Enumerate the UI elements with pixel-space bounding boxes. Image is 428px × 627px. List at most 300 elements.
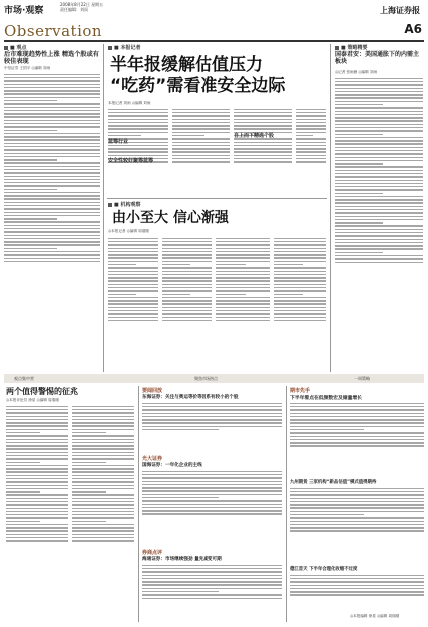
text-line	[216, 280, 270, 281]
bottom-right-sub-1: 九州期货 三家机构“新品估值”模式值得期待	[290, 480, 377, 485]
text-line	[290, 439, 424, 440]
text-line	[6, 540, 68, 541]
text-line	[234, 151, 292, 152]
text-line	[6, 527, 68, 528]
text-line	[335, 232, 423, 233]
text-line	[296, 112, 326, 113]
text-line	[4, 103, 100, 104]
text-line	[234, 142, 292, 143]
text-line	[335, 150, 423, 151]
text-line	[335, 225, 423, 226]
text-line	[162, 244, 212, 245]
bottom-right-body-2	[290, 486, 424, 562]
text-line	[142, 409, 282, 410]
text-line	[335, 81, 423, 82]
text-line	[234, 161, 292, 162]
text-line	[6, 419, 68, 420]
text-line	[6, 445, 68, 446]
text-line	[335, 262, 423, 263]
text-line	[142, 477, 282, 478]
text-line	[4, 169, 100, 170]
text-line	[72, 511, 134, 512]
text-line	[6, 517, 68, 518]
text-line	[4, 146, 100, 147]
text-line	[4, 235, 100, 236]
left-headline: 后市难现趋势性上涨 精选个股或有较佳表现	[4, 51, 99, 66]
text-line	[216, 264, 246, 265]
text-line	[142, 500, 282, 501]
text-line	[6, 481, 68, 482]
masthead-rule	[4, 40, 424, 42]
text-line	[290, 581, 424, 582]
text-line	[290, 585, 424, 586]
text-line	[274, 251, 326, 252]
text-line	[4, 90, 100, 91]
text-line	[296, 135, 313, 136]
text-line	[216, 241, 270, 242]
bottom-mid-body-2	[142, 469, 282, 545]
text-line	[4, 130, 57, 131]
text-line	[172, 112, 230, 113]
text-line	[290, 442, 424, 443]
text-line	[4, 97, 100, 98]
left-body-text	[4, 72, 100, 370]
footer-item-1: 观点集中营	[14, 376, 34, 381]
main-body-col-2	[172, 107, 230, 195]
text-line	[108, 261, 158, 262]
text-line	[142, 481, 282, 482]
text-line	[335, 117, 423, 118]
text-line	[4, 113, 100, 114]
text-line	[296, 138, 326, 139]
text-line	[234, 125, 292, 126]
text-line	[72, 406, 134, 407]
text-line	[4, 228, 100, 229]
text-line	[4, 241, 100, 242]
main-headline-1: 半年报缓解估值压力	[110, 55, 263, 75]
bottom-left-body-1	[6, 404, 68, 622]
text-line	[274, 320, 326, 321]
text-line	[162, 267, 212, 268]
text-line	[234, 155, 292, 156]
text-line	[234, 119, 292, 120]
bottom-mid-body-3	[142, 563, 282, 621]
text-line	[142, 581, 282, 582]
text-line	[296, 122, 326, 123]
text-line	[162, 320, 212, 321]
text-line	[4, 110, 100, 111]
text-line	[72, 429, 134, 430]
bottom-left-body-2	[72, 404, 134, 622]
text-line	[4, 153, 100, 154]
text-line	[335, 78, 423, 79]
text-line	[6, 462, 40, 463]
text-line	[335, 166, 423, 167]
text-line	[296, 132, 326, 133]
text-line	[72, 485, 134, 486]
text-line	[274, 277, 326, 278]
text-line	[4, 100, 57, 101]
text-line	[4, 159, 57, 160]
column-divider	[286, 386, 287, 622]
text-line	[4, 251, 100, 252]
text-line	[335, 111, 423, 112]
text-line	[172, 128, 230, 129]
text-line	[142, 565, 282, 566]
text-line	[162, 254, 212, 255]
text-line	[108, 148, 168, 149]
text-line	[4, 156, 100, 157]
text-line	[72, 534, 134, 535]
text-line	[335, 206, 423, 207]
text-line	[216, 271, 270, 272]
text-line	[335, 245, 423, 246]
text-line	[216, 290, 270, 291]
text-line	[335, 91, 423, 92]
text-line	[216, 274, 270, 275]
text-line	[335, 107, 423, 108]
text-line	[335, 180, 423, 181]
column-divider	[103, 44, 104, 372]
text-line	[108, 119, 168, 120]
text-line	[172, 145, 230, 146]
text-line	[162, 271, 212, 272]
text-line	[108, 290, 158, 291]
text-line	[296, 142, 326, 143]
text-line	[274, 287, 326, 288]
column-divider	[330, 44, 331, 372]
text-line	[142, 591, 219, 592]
text-line	[274, 307, 326, 308]
text-line	[335, 193, 383, 194]
text-line	[108, 300, 158, 301]
text-line	[72, 540, 134, 541]
text-line	[216, 310, 270, 311]
text-line	[216, 257, 270, 258]
text-line	[274, 317, 326, 318]
text-line	[234, 122, 292, 123]
text-line	[172, 158, 230, 159]
bottom-right-sub-2: 德江首天 下半年合理化收缩不过度	[290, 567, 358, 572]
text-line	[216, 300, 270, 301]
text-line	[335, 84, 423, 85]
text-line	[6, 425, 68, 426]
text-line	[274, 284, 326, 285]
text-line	[172, 122, 230, 123]
mid-body-col-4	[274, 236, 326, 370]
text-line	[142, 507, 282, 508]
main-body-col-1	[108, 107, 168, 195]
left-kicker: ■ 观点	[4, 44, 26, 51]
text-line	[108, 145, 168, 146]
text-line	[290, 591, 424, 592]
text-line	[108, 241, 158, 242]
text-line	[72, 527, 134, 528]
text-line	[142, 494, 282, 495]
text-line	[274, 248, 326, 249]
text-line	[335, 186, 423, 187]
text-line	[172, 138, 230, 139]
text-line	[172, 161, 230, 162]
text-line	[162, 280, 212, 281]
text-line	[162, 290, 212, 291]
text-line	[72, 435, 134, 436]
text-line	[4, 218, 57, 219]
text-line	[290, 403, 424, 404]
text-line	[142, 594, 282, 595]
text-line	[162, 297, 212, 298]
text-line	[6, 416, 68, 417]
text-line	[4, 254, 100, 255]
bottom-right-kicker: 期市先手	[290, 388, 311, 394]
text-line	[142, 429, 219, 430]
text-line	[335, 104, 383, 105]
bottom-left-byline: ◎本报评论员 徐星 ◎编辑 周瑞刚	[6, 398, 59, 402]
text-line	[6, 448, 68, 449]
text-line	[335, 143, 423, 144]
text-line	[4, 248, 57, 249]
text-line	[142, 578, 282, 579]
text-line	[335, 199, 423, 200]
text-line	[72, 416, 134, 417]
text-line	[108, 244, 158, 245]
text-line	[296, 119, 326, 120]
text-line	[290, 588, 424, 589]
bottom-mid-kicker: 要闻回放	[142, 388, 163, 394]
text-line	[290, 416, 424, 417]
text-line	[335, 209, 423, 210]
text-line	[4, 84, 100, 85]
text-line	[335, 157, 423, 158]
text-line	[72, 537, 134, 538]
text-line	[72, 425, 134, 426]
text-line	[274, 271, 326, 272]
text-line	[290, 488, 424, 489]
text-line	[142, 487, 282, 488]
text-line	[290, 426, 424, 427]
text-line	[72, 521, 106, 522]
text-line	[6, 498, 68, 499]
text-line	[6, 409, 68, 410]
text-line	[290, 432, 424, 433]
text-line	[4, 198, 100, 199]
text-line	[142, 571, 282, 572]
text-line	[335, 176, 423, 177]
text-line	[290, 575, 424, 576]
text-line	[4, 221, 100, 222]
bottom-left-headline: 两个值得警惕的征兆	[6, 387, 78, 396]
text-line	[162, 274, 212, 275]
text-line	[335, 101, 423, 102]
text-line	[216, 307, 270, 308]
text-line	[108, 248, 158, 249]
text-line	[335, 124, 423, 125]
text-line	[142, 584, 282, 585]
text-line	[335, 229, 423, 230]
text-line	[216, 294, 246, 295]
text-line	[290, 422, 424, 423]
text-line	[4, 205, 100, 206]
text-line	[108, 238, 158, 239]
text-line	[108, 128, 168, 129]
text-line	[6, 455, 68, 456]
text-line	[335, 163, 383, 164]
main-subhead-1: 蓝筹行业	[108, 139, 129, 145]
text-line	[234, 128, 292, 129]
text-line	[6, 468, 68, 469]
text-line	[108, 277, 158, 278]
text-line	[216, 277, 270, 278]
text-line	[216, 244, 270, 245]
text-line	[290, 445, 424, 446]
text-line	[290, 436, 424, 437]
text-line	[172, 155, 230, 156]
mid-kicker: ■ 机构观察	[108, 201, 140, 208]
text-line	[72, 478, 134, 479]
text-line	[6, 511, 68, 512]
text-line	[142, 598, 282, 599]
text-line	[108, 267, 158, 268]
text-line	[108, 254, 158, 255]
text-line	[162, 310, 212, 311]
column-divider	[138, 386, 139, 622]
text-line	[296, 161, 326, 162]
text-line	[162, 241, 212, 242]
text-line	[4, 166, 100, 167]
text-line	[4, 261, 100, 262]
text-line	[6, 514, 68, 515]
text-line	[4, 162, 100, 163]
text-line	[274, 261, 326, 262]
text-line	[335, 88, 423, 89]
text-line	[172, 135, 204, 136]
text-line	[162, 238, 212, 239]
text-line	[335, 137, 423, 138]
text-line	[335, 219, 423, 220]
text-line	[6, 439, 68, 440]
text-line	[172, 119, 230, 120]
text-line	[172, 109, 230, 110]
text-line	[335, 114, 423, 115]
right-byline: ◎记者 张雨薇 ◎编辑 刘雨	[335, 70, 378, 74]
text-line	[72, 462, 106, 463]
text-line	[234, 158, 292, 159]
mid-body-col-2	[162, 236, 212, 370]
text-line	[4, 107, 100, 108]
text-line	[72, 508, 134, 509]
text-line	[6, 458, 68, 459]
text-line	[162, 257, 212, 258]
text-line	[274, 303, 326, 304]
text-line	[172, 148, 230, 149]
text-line	[296, 148, 326, 149]
bottom-mid-item-5: 海通证券：市场继续强劲 量先减变可期	[142, 557, 222, 562]
text-line	[290, 530, 424, 531]
text-line	[6, 475, 68, 476]
text-line	[142, 588, 282, 589]
text-line	[335, 120, 423, 121]
date-line: 2008年8月22日 星期五 责任编辑：刘雨	[60, 2, 104, 12]
text-line	[162, 300, 212, 301]
bottom-mid-item-1: 东海证券：关注与奥运等价等因系有较小的个股	[142, 395, 239, 400]
text-line	[6, 432, 40, 433]
text-line	[162, 307, 212, 308]
text-line	[290, 501, 424, 502]
text-line	[335, 183, 423, 184]
text-line	[72, 455, 134, 456]
text-line	[4, 176, 100, 177]
text-line	[6, 435, 68, 436]
text-line	[162, 303, 212, 304]
text-line	[108, 264, 136, 265]
text-line	[216, 303, 270, 304]
text-line	[335, 235, 423, 236]
text-line	[290, 594, 424, 595]
text-line	[162, 277, 212, 278]
text-line	[296, 115, 326, 116]
text-line	[4, 120, 100, 121]
text-line	[274, 313, 326, 314]
text-line	[172, 125, 230, 126]
text-line	[162, 317, 212, 318]
text-line	[142, 422, 282, 423]
text-line	[4, 215, 100, 216]
text-line	[290, 413, 424, 414]
main-subhead-3: 自上而下精选个股	[234, 133, 275, 139]
text-line	[162, 287, 212, 288]
text-line	[108, 271, 158, 272]
text-line	[108, 287, 158, 288]
text-line	[335, 153, 423, 154]
text-line	[216, 284, 270, 285]
text-line	[4, 143, 100, 144]
text-line	[6, 442, 68, 443]
text-line	[72, 517, 134, 518]
text-line	[274, 300, 326, 301]
right-headline: 国泰君安：美国通胀下的内需主板块	[335, 51, 420, 65]
text-line	[335, 212, 423, 213]
text-line	[108, 320, 158, 321]
text-line	[172, 151, 230, 152]
text-line	[72, 471, 134, 472]
text-line	[142, 426, 282, 427]
text-line	[4, 136, 100, 137]
text-line	[4, 133, 100, 134]
text-line	[290, 406, 424, 407]
main-kicker: ■ 本报记者	[108, 44, 140, 51]
text-line	[290, 409, 424, 410]
text-line	[108, 274, 158, 275]
masthead	[0, 0, 428, 22]
text-line	[6, 485, 68, 486]
footer-item-2: 聚焦市场热点	[194, 376, 218, 381]
text-line	[142, 497, 219, 498]
text-line	[4, 123, 100, 124]
text-line	[108, 112, 168, 113]
text-line	[274, 280, 326, 281]
text-line	[6, 537, 68, 538]
text-line	[108, 132, 168, 133]
text-line	[216, 251, 270, 252]
section-rule	[107, 198, 327, 199]
text-line	[290, 514, 364, 515]
bottom-right-headline: 下半年看点在低频数宏及储量增长	[290, 396, 362, 401]
text-line	[4, 195, 100, 196]
text-line	[296, 128, 326, 129]
text-line	[108, 115, 168, 116]
text-line	[108, 284, 158, 285]
section-name: 市场·观察	[4, 6, 44, 16]
